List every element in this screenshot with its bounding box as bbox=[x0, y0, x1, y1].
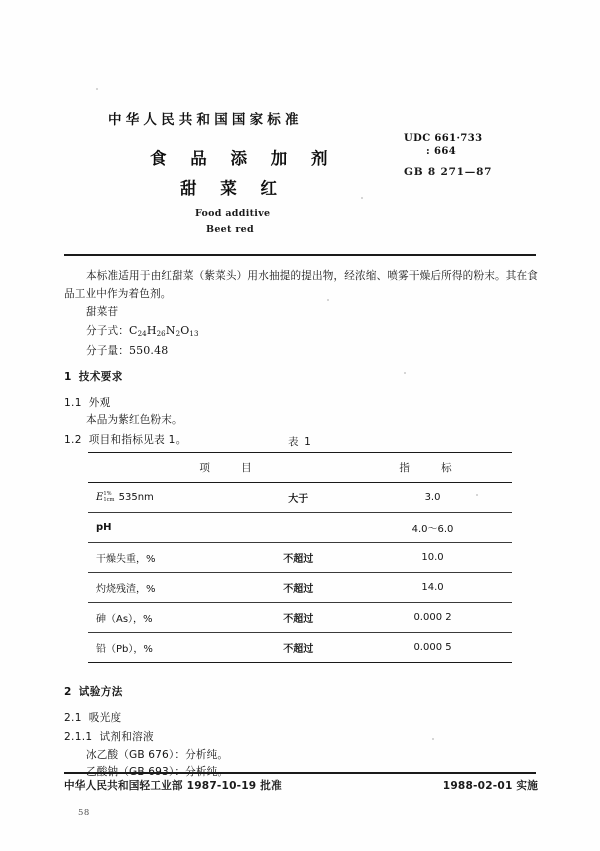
table-cell-item: 砷（As），% bbox=[88, 603, 243, 633]
section-2-1-1-title: 试剂和溶液 bbox=[99, 731, 154, 743]
section-1-1-heading bbox=[64, 387, 538, 413]
footer-approval: 中华人民共和国轻工业部 1987-10-19 批准 bbox=[64, 780, 282, 792]
table-cell-relation: 不超过 bbox=[243, 633, 353, 663]
absorbance-symbol bbox=[96, 492, 115, 503]
table-row bbox=[88, 603, 512, 633]
table-bottom-rule bbox=[88, 663, 512, 664]
section-2-1-heading bbox=[64, 702, 538, 728]
standard-number: GB 8 271—87 bbox=[404, 166, 493, 178]
scan-speck bbox=[404, 372, 406, 374]
molecular-formula-line bbox=[64, 322, 538, 342]
section-1-heading bbox=[64, 360, 538, 387]
section-2-number: 2 bbox=[64, 686, 72, 698]
scan-speck bbox=[476, 494, 478, 496]
formula-sub-c: 24 bbox=[137, 328, 147, 338]
table-cell-relation: 不超过 bbox=[243, 573, 353, 603]
section-1-2-number: 1.2 bbox=[64, 433, 82, 446]
table-row bbox=[88, 633, 512, 663]
table-cell-value: 3.0 bbox=[353, 483, 512, 513]
section-2-heading bbox=[64, 684, 538, 702]
formula-element-n: N bbox=[165, 323, 176, 337]
english-title-line2: Beet red bbox=[206, 224, 254, 235]
spec-table bbox=[88, 452, 512, 663]
spec-table-wrapper bbox=[88, 452, 512, 663]
table-header-spec: 指 标 bbox=[353, 453, 512, 483]
section-1-title: 技术要求 bbox=[78, 371, 123, 384]
table-row bbox=[88, 483, 512, 513]
footer-implementation: 1988-02-01 实施 bbox=[442, 780, 538, 792]
udc-line-1: UDC 661·733 bbox=[404, 133, 483, 144]
formula-element-c: C bbox=[128, 323, 138, 337]
table-cell-relation bbox=[243, 513, 353, 543]
table-cell-value: 14.0 bbox=[353, 573, 512, 603]
table-cell-item: 灼烧残渣，% bbox=[88, 573, 243, 603]
table-cell-relation: 不超过 bbox=[243, 543, 353, 573]
section-2-1-title: 吸光度 bbox=[88, 711, 122, 724]
table-cell-relation: 大于 bbox=[243, 483, 353, 513]
table-cell-item: pH bbox=[88, 513, 243, 543]
table-row bbox=[88, 513, 512, 543]
absorbance-sub: 1cm bbox=[103, 496, 115, 503]
section-2-1-1-number: 2.1.1 bbox=[64, 731, 93, 743]
molecular-weight-value: 550.48 bbox=[128, 343, 169, 357]
scan-speck bbox=[327, 299, 329, 301]
molecular-formula-label: 分子式： bbox=[86, 324, 129, 337]
section-1-1-text: 本品为紫红色粉末。 bbox=[86, 414, 183, 427]
document-body bbox=[64, 268, 538, 449]
udc-line-2: : 664 bbox=[426, 146, 457, 157]
table-header-item: 项 目 bbox=[88, 453, 353, 483]
table-cell-item bbox=[88, 483, 243, 513]
udc-block bbox=[404, 132, 482, 158]
page-title: 食 品 添 加 剂 bbox=[150, 149, 337, 168]
absorbance-fraction bbox=[103, 492, 115, 503]
scope-paragraph: 本标准适用于由红甜菜（紫菜头）用水抽提的提出物，经浓缩、喷雾干燥后所得的粉末。其在食品工业中作为着色剂。 bbox=[64, 270, 538, 300]
formula-sub-n: 2 bbox=[175, 328, 181, 338]
document-body-lower bbox=[64, 684, 538, 782]
table-cell-item: 干燥失重，% bbox=[88, 543, 243, 573]
section-1-1-title: 外观 bbox=[88, 396, 111, 409]
section-2-1-1-heading bbox=[64, 727, 538, 747]
scan-speck bbox=[361, 197, 363, 199]
table-cell-value: 0.000 5 bbox=[353, 633, 512, 663]
table-header-row bbox=[88, 453, 512, 483]
section-1-1-number: 1.1 bbox=[64, 396, 82, 409]
english-title-line1: Food additive bbox=[195, 208, 271, 219]
section-1-2-text: 项目和指标见表 1。 bbox=[88, 433, 187, 446]
absorbance-sup: 1% bbox=[103, 491, 112, 498]
formula-element-o: O bbox=[180, 323, 190, 337]
table-row bbox=[88, 573, 512, 603]
table-cell-value: 4.0～6.0 bbox=[353, 513, 512, 543]
table-bottom-rule-row bbox=[88, 663, 512, 664]
national-standard-label: 中华人民共和国国家标准 bbox=[108, 112, 303, 128]
absorbance-wavelength: 535nm bbox=[115, 491, 154, 503]
section-2-title: 试验方法 bbox=[78, 686, 123, 698]
absorbance-e: E bbox=[96, 491, 104, 503]
molecular-weight-label: 分子量： bbox=[86, 344, 129, 357]
section-2-1-number: 2.1 bbox=[64, 711, 82, 724]
table-row bbox=[88, 543, 512, 573]
table-cell-value: 0.000 2 bbox=[353, 603, 512, 633]
section-1-number: 1 bbox=[64, 371, 72, 384]
page-subtitle: 甜 菜 红 bbox=[180, 179, 286, 198]
footer-divider-rule bbox=[64, 772, 536, 774]
molecular-formula-value bbox=[129, 324, 199, 337]
formula-sub-o: 13 bbox=[189, 328, 199, 338]
scan-speck bbox=[432, 738, 434, 740]
table-cell-item: 铅（Pb），% bbox=[88, 633, 243, 663]
substance-name: 甜菜苷 bbox=[86, 306, 119, 318]
page-number: 58 bbox=[78, 808, 90, 818]
table-cell-value: 10.0 bbox=[353, 543, 512, 573]
formula-element-h: H bbox=[146, 323, 157, 337]
reagent-item: 冰乙酸（GB 676）：分析纯。 bbox=[86, 748, 229, 761]
table-cell-relation: 不超过 bbox=[243, 603, 353, 633]
table-caption: 表 1 bbox=[287, 436, 313, 448]
scan-speck bbox=[96, 88, 98, 90]
molecular-weight-line bbox=[64, 342, 538, 361]
formula-sub-h: 26 bbox=[156, 328, 166, 338]
header-divider-rule bbox=[64, 254, 536, 256]
